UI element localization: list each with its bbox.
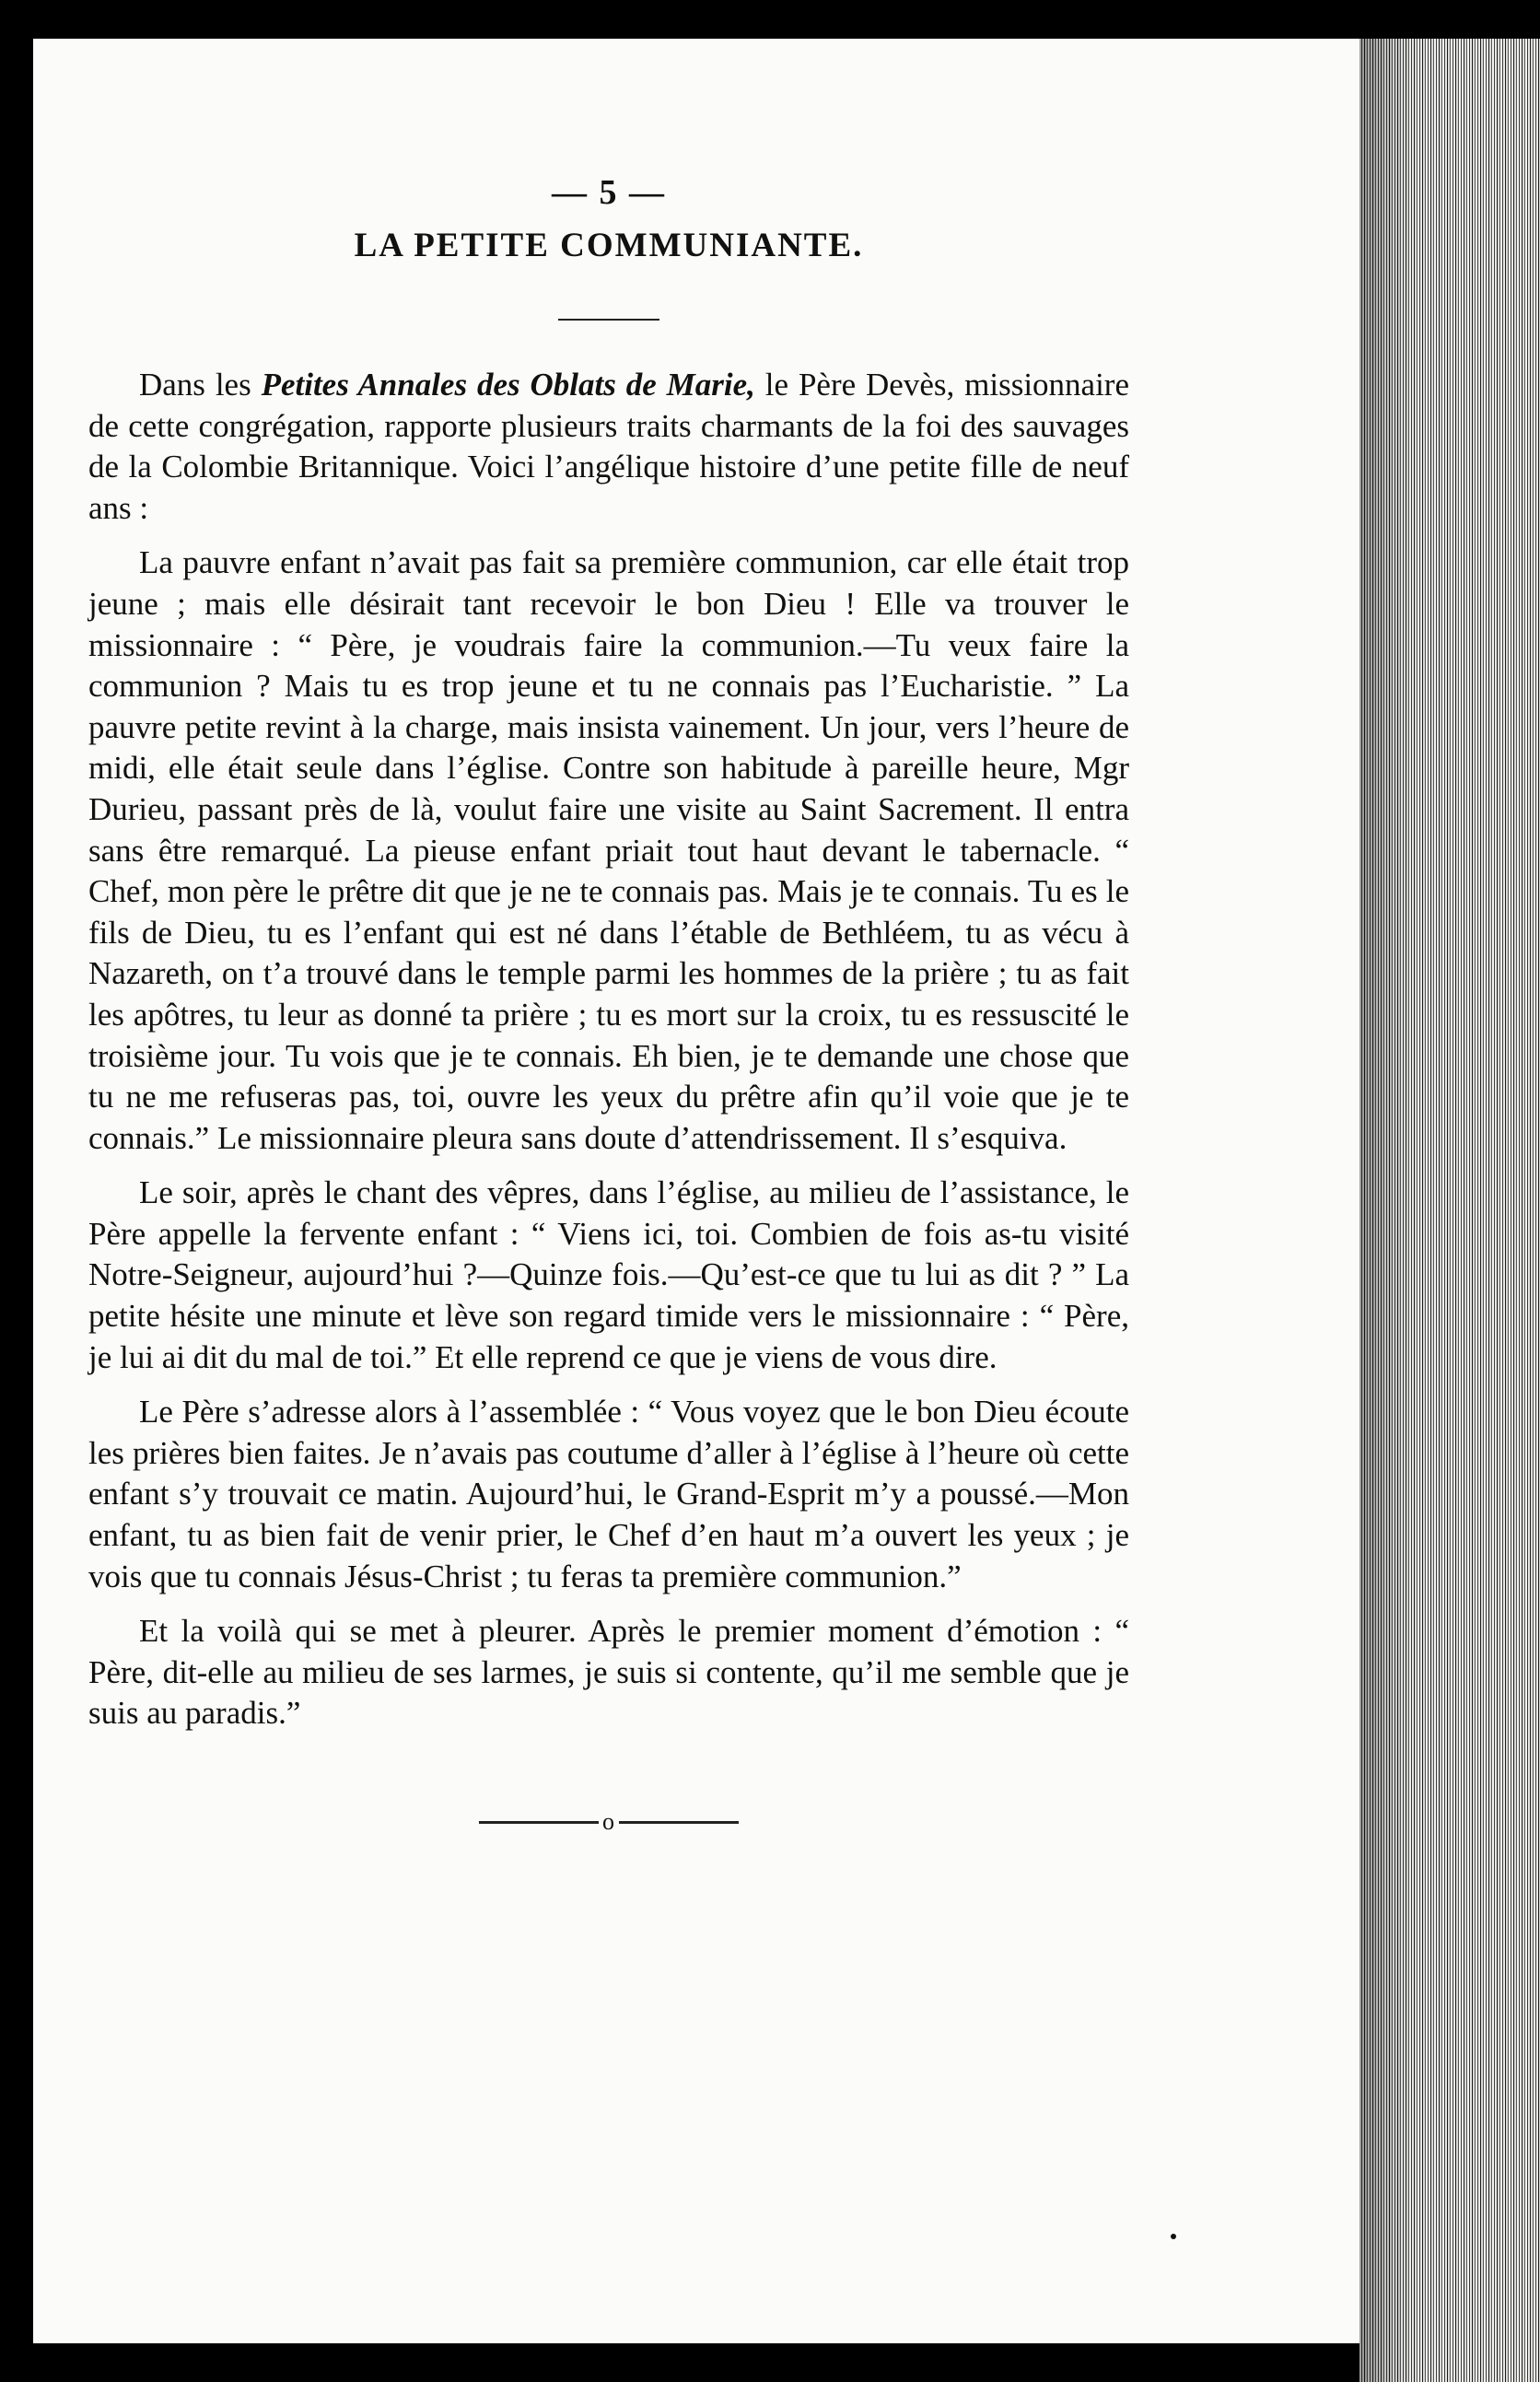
paragraph-1 [88,365,1129,529]
paragraph-2: La pauvre enfant n’avait pas fait sa première communion, car elle était trop jeune ; mais elle désirait tant recevoir le bon Dieu ! Elle va trouver le missionnaire : “ Père, je voudrais faire la communion.—Tu veux faire la communion ? Mais tu es trop jeune et tu ne connais pas l’Eucharistie. ” La pauvre petite revint à la charge, mais insista vainement. Un jour, vers l’heure de midi, elle était seule dans l’église. Contre son habitude à pareille heure, Mgr Durieu, passant près de là, voulut faire une visite au Saint Sacrement. Il entra sans être remarqué. La pieuse enfant priait tout haut devant le tabernacle. “ Chef, mon père le prêtre dit que je ne te connais pas. Mais je te connais. Tu es le fils de Dieu, tu es l’enfant qui est né dans l’étable de Bethléem, tu as vécu à Nazareth, on t’a trouvé dans le temple parmi les hommes de la prière ; tu as fait les apôtres, tu leur as donné ta prière ; tu es mort sur la croix, tu es ressuscité le troisième jour. Tu vois que je te connais. Eh bien, je te demande une chose que tu ne me refuseras pas, toi, ouvre les yeux du prêtre afin qu’il voie que je te connais.” Le missionnaire pleura sans doute d’attendrissement. Il s’esquiva. [88,544,1129,1156]
ink-speck [1171,2234,1176,2239]
book-page [33,39,1359,2343]
end-ornament [88,1804,1129,1836]
end-ornament-left-dash [479,1821,599,1824]
page-edge-shadow [1359,39,1415,2382]
paragraph-1-rest: le Père Devès, missionnaire de cette congrégation, rapporte plusieurs traits charmants de la foi des sauvages de la Colombie Britannique. Voici l’angélique histoire d’une petite fille de neuf ans : [88,367,1129,526]
scan-top-border [0,0,1540,39]
title-rule [558,319,659,321]
paragraph-5: Et la voilà qui se met à pleurer. Après le premier moment d’émotion : “ Père, dit-elle au milieu de ses larmes, je suis si contente, qu’il me semble que je suis au paradis.” [88,1613,1129,1732]
page-number: — 5 — [552,173,666,212]
end-ornament-right-dash [619,1821,739,1824]
page-text [88,172,1129,1836]
paragraph-4: Le Père s’adresse alors à l’assemblée : “ Vous voyez que le bon Dieu écoute les prières bien faites. Je n’avais pas coutume d’aller à l’église à l’heure où cette enfant s’y trouvait ce matin. Aujourd’hui, le Grand-Esprit m’y a poussé.—Mon enfant, tu as bien fait de venir prier, le Chef d’en haut m’a ouvert les yeux ; je vois que tu connais Jésus-Christ ; tu feras ta première communion.” [88,1394,1129,1594]
chapter-title: LA PETITE COMMUNIANTE. [354,227,864,264]
paragraph-3: Le soir, après le chant des vêpres, dans l’église, au milieu de l’assistance, le Père appelle la fervente enfant : “ Viens ici, toi. Combien de fois as-tu visité Notre-Seigneur, aujourd’hui ?—Quinze fois.—Qu’est-ce que tu lui as dit ? ” La petite hésite une minute et lève son regard timide vers le missionnaire : “ Père, je lui ai dit du mal de toi.” Et elle reprend ce que je viens de vous dire. [88,1174,1129,1375]
paragraph-1-intro: Dans les [139,367,262,403]
journal-title: Petites Annales des Oblats de Marie, [261,367,755,403]
end-ornament-symbol: o [602,1808,615,1836]
